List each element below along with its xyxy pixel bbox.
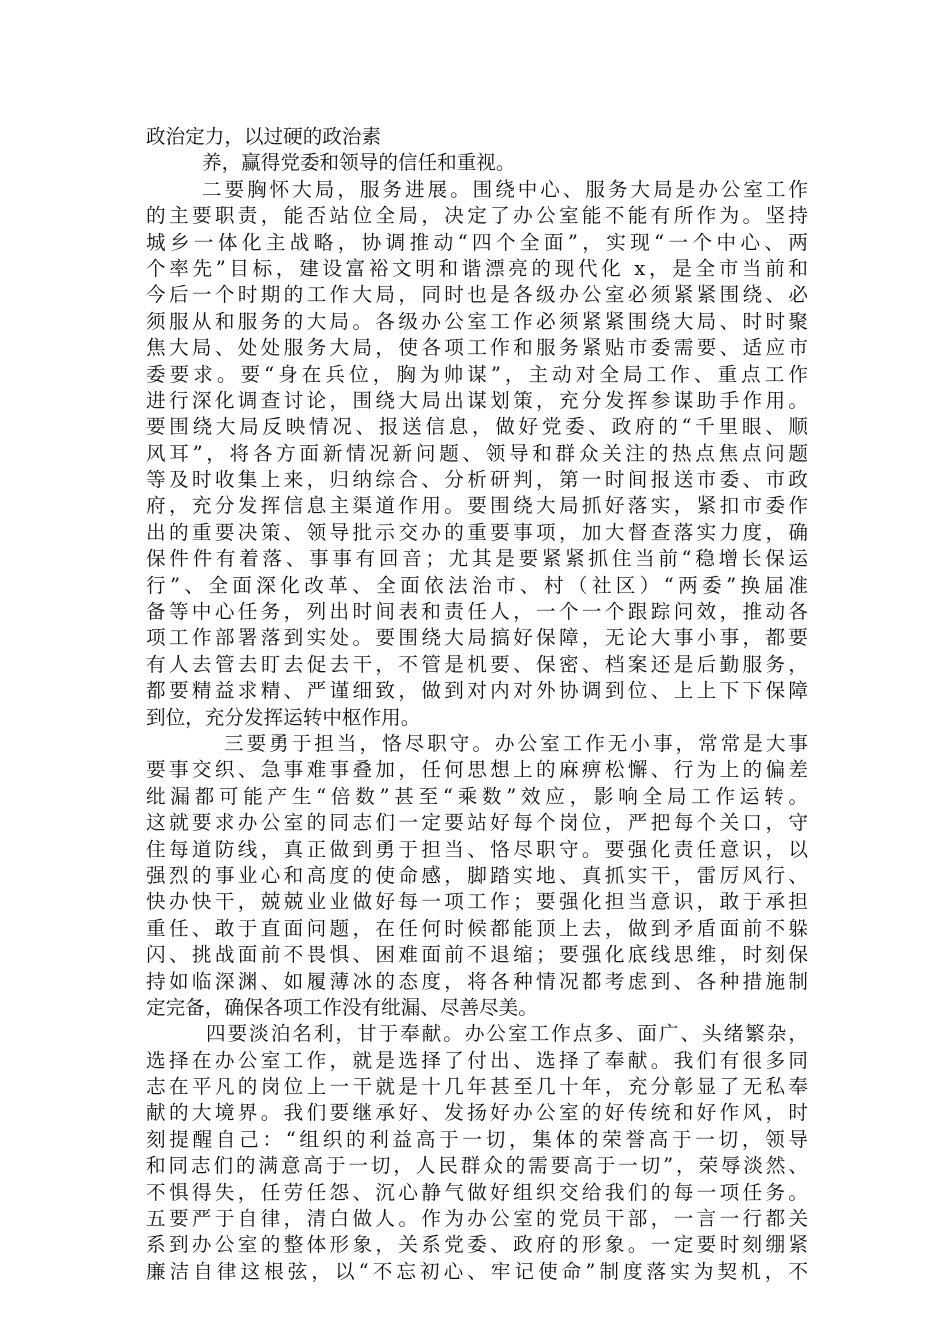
- text-line: 定完备，确保各项工作没有纰漏、尽善尽美。: [146, 995, 538, 1019]
- text-line: 城乡一体化主战略，协调推动“四个全面”，实现“一个中心、两: [146, 230, 808, 254]
- text-line: 政治定力，以过硬的政治素: [146, 125, 382, 148]
- text-line: 都要精益求精、严谨细致，做到对内对外协调到位、上上下下保障: [146, 679, 808, 703]
- text-line: 要事交织、急事难事叠加，任何思想上的麻痹松懈、行为上的偏差: [146, 758, 808, 782]
- text-line: 不惧得失，任劳任怨、沉心静气做好组织交给我们的每一项任务。: [146, 1180, 808, 1204]
- document-body: [146, 124, 808, 1285]
- text-line: 等及时收集上来，归纳综合、分析研判，第一时间报送市委、市政: [146, 468, 808, 492]
- text-line: 备等中心任务，列出时间表和责任人，一个一个跟踪问效，推动各: [146, 600, 808, 624]
- paragraph-heading-line: 二要胸怀大局，服务进展。围绕中心、服务大局是办公室工作: [202, 177, 808, 201]
- text-line: 系到办公室的整体形象，关系党委、政府的形象。一定要时刻绷紧: [146, 1233, 808, 1257]
- text-line: 风耳”，将各方面新情况新问题、领导和群众关注的热点焦点问题: [146, 441, 808, 465]
- text-line: 到位，充分发挥运转中枢作用。: [146, 705, 421, 729]
- text-line: 行”、全面深化改革、全面依法治市、村（社区）“两委”换届准: [146, 573, 808, 597]
- text-line: 强烈的事业心和高度的使命感，脚踏实地、真抓实干，雷厉风行、: [146, 863, 808, 887]
- text-line: 住每道防线，真正做到勇于担当、恪尽职守。要强化责任意识，以: [146, 837, 808, 861]
- text-line: 这就要求办公室的同志们一定要站好每个岗位，严把每个关口，守: [146, 811, 808, 835]
- text-line: 项工作部署落到实处。要围绕大局搞好保障，无论大事小事，都要: [146, 626, 808, 650]
- text-line: 府，充分发挥信息主渠道作用。要围绕大局抓好落实，紧扣市委作: [146, 494, 808, 518]
- text-line: 出的重要决策、领导批示交办的重要事项，加大督查落实力度，确: [146, 520, 808, 544]
- text-line: 持如临深渊、如履薄冰的态度，将各种情况都考虑到、各种措施制: [146, 969, 808, 993]
- text-line: 志在平凡的岗位上一干就是十几年甚至几十年，充分彰显了无私奉: [146, 1075, 808, 1099]
- text-line: 要围绕大局反映情况、报送信息，做好党委、政府的“千里眼、顺: [146, 415, 808, 439]
- text-line: 廉洁自律这根弦，以“不忘初心、牢记使命”制度落实为契机，不: [146, 1259, 808, 1283]
- text-line: 今后一个时期的工作大局，同时也是各级办公室必须紧紧围绕、必: [146, 283, 808, 307]
- paragraph-heading-line: 三要勇于担当，恪尽职守。办公室工作无小事，常常是大事: [224, 731, 808, 755]
- text-line: 保件件有着落、事事有回音；尤其是要紧紧抓住当前“稳增长保运: [146, 547, 808, 571]
- text-line: 刻提醒自己：“组织的利益高于一切，集体的荣誉高于一切，领导: [146, 1127, 808, 1151]
- text-line: 委要求。要“身在兵位，胸为帅谋”，主动对全局工作、重点工作: [146, 362, 808, 386]
- text-line: 闪、挑战面前不畏惧、困难面前不退缩；要强化底线思维，时刻保: [146, 943, 808, 967]
- text-line: 养，赢得党委和领导的信任和重视。: [202, 151, 516, 175]
- text-line: 进行深化调查讨论，围绕大局出谋划策，充分发挥参谋助手作用。: [146, 388, 808, 412]
- text-line: 重任、敢于直面问题，在任何时候都能顶上去，做到矛盾面前不躲: [146, 916, 808, 940]
- text-line: 个率先”目标，建设富裕文明和谐漂亮的现代化 x，是全市当前和: [146, 256, 808, 280]
- text-line: 和同志们的满意高于一切，人民群众的需要高于一切”，荣辱淡然、: [146, 1154, 808, 1178]
- text-line: 须服从和服务的大局。各级办公室工作必须紧紧围绕大局、时时聚: [146, 309, 808, 333]
- text-line: 快办快干，兢兢业业做好每一项工作；要强化担当意识，敢于承担: [146, 890, 808, 914]
- text-line: 纰漏都可能产生“倍数”甚至“乘数”效应，影响全局工作运转。: [146, 784, 808, 808]
- text-line: 选择在办公室工作，就是选择了付出、选择了奉献。我们有很多同: [146, 1048, 808, 1072]
- paragraph-heading-line: 四要淡泊名利，甘于奉献。办公室工作点多、面广、头绪繁杂，: [206, 1022, 808, 1046]
- text-line: 的主要职责，能否站位全局，决定了办公室能不能有所作为。坚持: [146, 204, 808, 228]
- text-line: 献的大境界。我们要继承好、发扬好办公室的好传统和好作风，时: [146, 1101, 808, 1125]
- text-line: 有人去管去盯去促去干，不管是机要、保密、档案还是后勤服务，: [146, 652, 808, 676]
- paragraph-heading-line: 五要严于自律，清白做人。作为办公室的党员干部，一言一行都关: [146, 1207, 808, 1231]
- text-line: 焦大局、处处服务大局，使各项工作和服务紧贴市委需要、适应市: [146, 336, 808, 360]
